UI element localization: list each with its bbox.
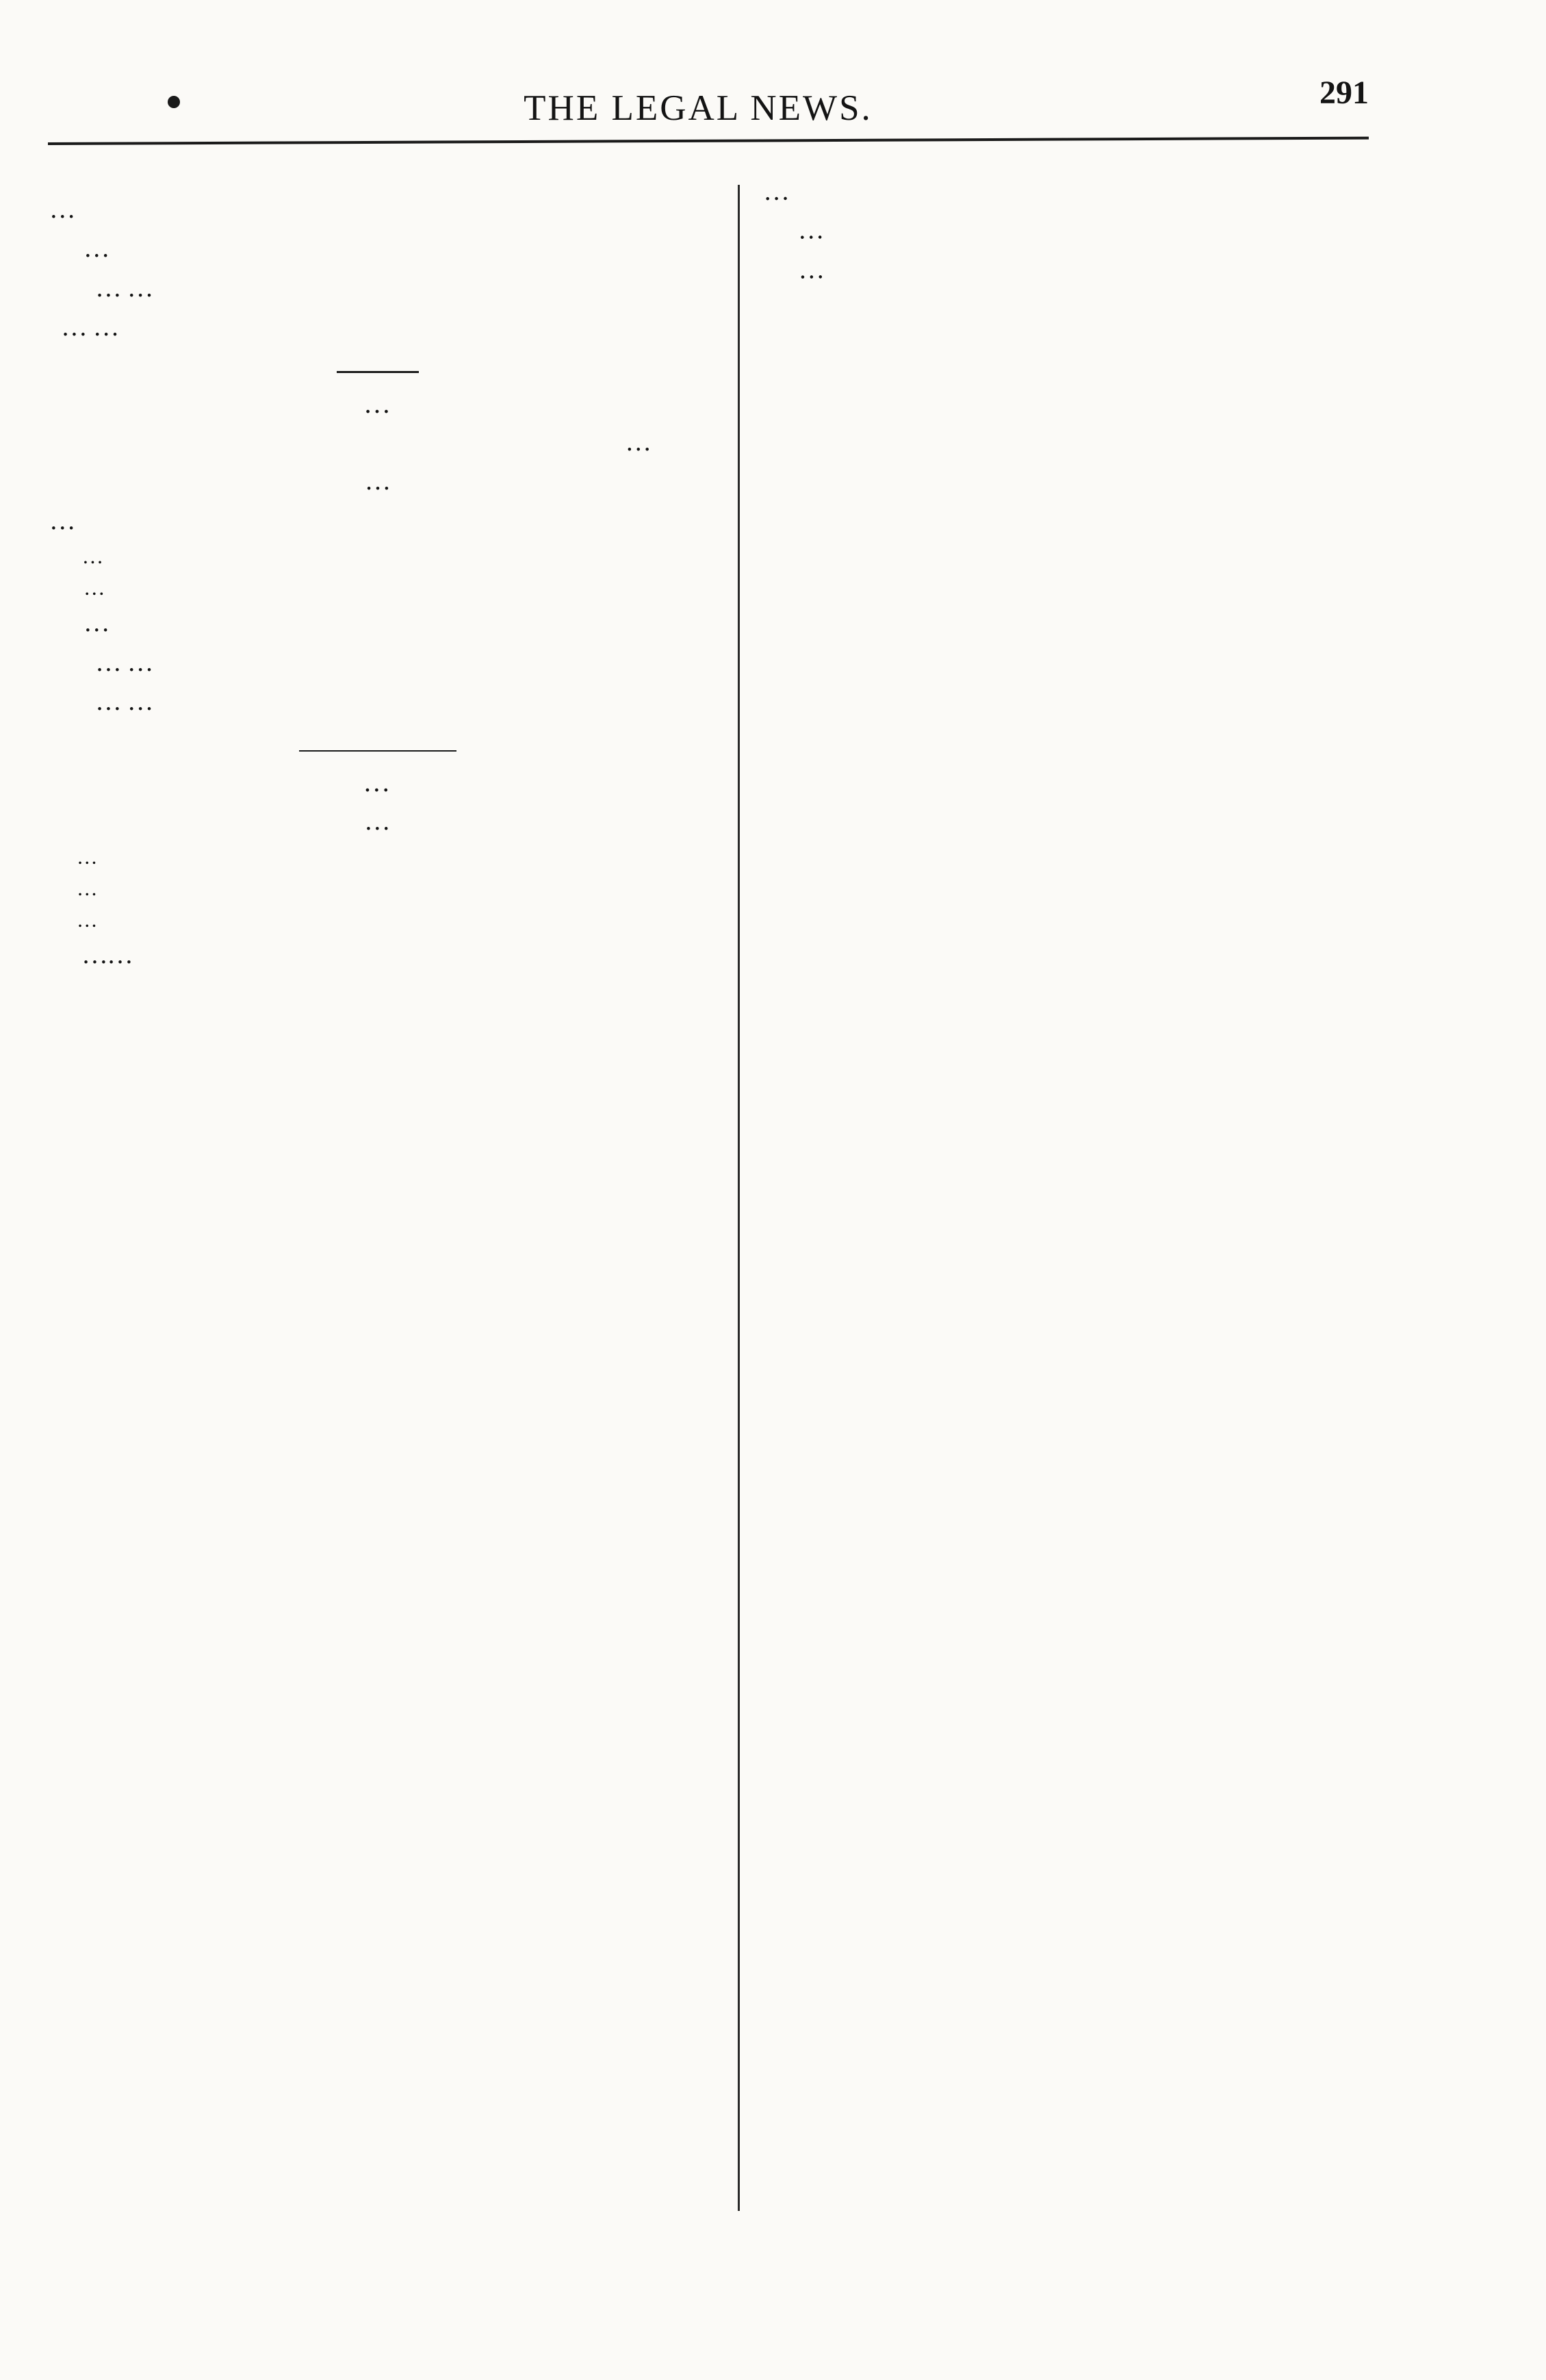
case-title: … <box>49 506 76 535</box>
ruling-paragraph: … <box>83 609 110 638</box>
counsel-role: … <box>127 273 154 303</box>
contents-item: … <box>77 908 98 932</box>
counsel-names: … <box>97 273 121 303</box>
counsel-role: … <box>92 313 120 342</box>
counsel-petitioners <box>49 643 706 682</box>
running-title: THE LEGAL NEWS. <box>524 88 873 128</box>
header-rule <box>48 137 1369 145</box>
article-title-line2: … <box>365 806 390 836</box>
case-paragraph: … <box>49 195 76 224</box>
counsel-names: … <box>97 648 121 677</box>
article-section-text: … <box>107 941 133 970</box>
counsel-respondent <box>49 308 706 347</box>
section-divider <box>299 750 456 752</box>
right-column <box>763 166 1401 290</box>
ornament-dot <box>168 96 180 108</box>
place-date: … <box>625 428 652 457</box>
column-divider <box>738 185 740 2211</box>
court-heading: … <box>363 387 392 419</box>
counsel-role: … <box>127 687 154 717</box>
counsel-appellant <box>49 269 706 308</box>
counsel-role: … <box>127 648 154 677</box>
contents-item: … <box>77 877 98 901</box>
headnote-subject: … <box>83 544 103 569</box>
article-section-title: … <box>83 941 107 970</box>
article-paragraph <box>49 936 706 975</box>
headnote <box>49 541 706 604</box>
article-paragraph: … <box>797 216 825 245</box>
case-paragraph: … <box>83 234 110 264</box>
left-column <box>49 190 706 975</box>
article-contents <box>49 841 706 936</box>
judge-name: … <box>364 467 391 496</box>
headnote-held: … <box>83 576 105 600</box>
article-paragraph: … <box>798 255 825 285</box>
counsel-party <box>49 682 706 721</box>
section-divider <box>337 371 419 373</box>
counsel-names: … <box>97 687 121 717</box>
article-title: … <box>365 767 391 798</box>
counsel-names: … <box>63 313 87 342</box>
article-paragraph: … <box>763 177 790 206</box>
contents-item: … <box>77 845 98 869</box>
page-number: 291 <box>1319 75 1369 111</box>
